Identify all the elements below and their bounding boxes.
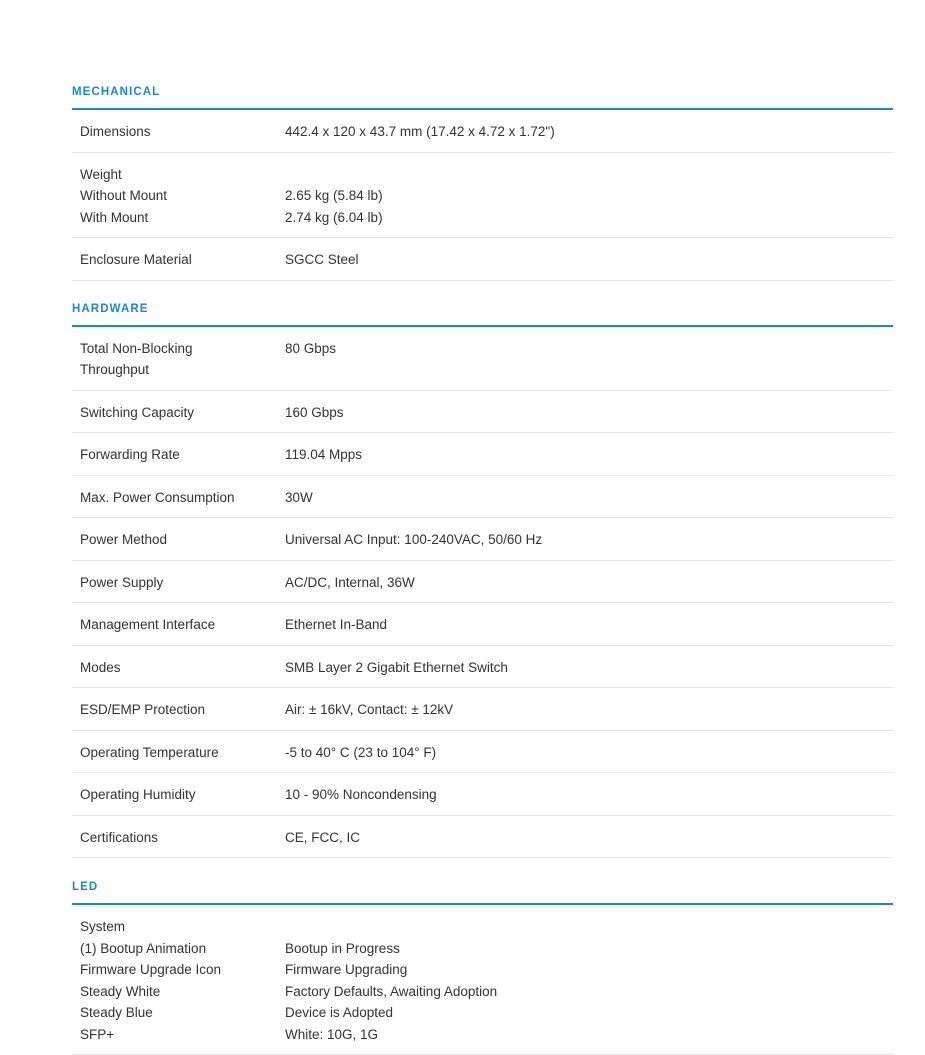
spec-value	[285, 699, 893, 721]
spec-value	[285, 916, 893, 1045]
spec-row-modes	[72, 646, 893, 689]
spec-label-text: Power Method	[80, 532, 168, 547]
spec-value	[285, 487, 893, 509]
spec-label	[72, 164, 285, 229]
spec-value-text: White: 10G, 1G	[285, 1026, 379, 1042]
spec-label-text: Certifications	[80, 829, 159, 845]
section-title-hardware: HARDWARE	[72, 301, 893, 327]
spec-row-operating-humidity	[72, 773, 893, 816]
spec-value	[285, 338, 893, 381]
spec-row-forwarding-rate	[72, 433, 893, 476]
spec-value	[285, 572, 893, 594]
spec-row-system-led	[72, 905, 893, 1055]
spec-value-text: Ethernet In-Band	[285, 617, 388, 632]
spec-label	[72, 121, 285, 143]
spec-value-text: 80 Gbps	[285, 340, 337, 356]
spec-label-text: ESD/EMP Protection	[80, 702, 206, 717]
spec-label	[72, 444, 285, 466]
spec-label	[72, 614, 285, 636]
spec-value-text: CE, FCC, IC	[285, 829, 361, 845]
spec-label-text: (1) Bootup Animation	[80, 940, 207, 956]
spec-row-enclosure-material	[72, 238, 893, 281]
spec-row-esd-emp	[72, 688, 893, 731]
spec-label-text: With Mount	[80, 209, 149, 225]
spec-table-led	[72, 905, 893, 1055]
spec-label-text: Enclosure Material	[80, 252, 192, 267]
spec-value-text: AC/DC, Internal, 36W	[285, 574, 415, 590]
spec-table-mechanical	[72, 110, 893, 281]
spec-label-text: Max. Power Consumption	[80, 489, 235, 505]
spec-row-dimensions	[72, 110, 893, 153]
spec-label-text: Without Mount	[80, 188, 168, 203]
spec-label-text: Operating Humidity	[80, 787, 196, 802]
spec-value-text: Universal AC Input: 100-240VAC, 50/60 Hz	[285, 532, 543, 547]
spec-value-text: SMB Layer 2 Gigabit Ethernet Switch	[285, 659, 508, 675]
spec-value-text: -5 to 40° C (23 to 104° F)	[285, 744, 437, 760]
section-title-mechanical: MECHANICAL	[72, 84, 893, 110]
spec-row-power-supply	[72, 561, 893, 604]
spec-value	[285, 614, 893, 636]
spec-sheet	[72, 84, 893, 1055]
spec-row-operating-temperature	[72, 731, 893, 774]
spec-value-text: Device is Adopted	[285, 1005, 394, 1020]
spec-label	[72, 572, 285, 594]
spec-label-text: Total Non-Blocking	[80, 340, 193, 356]
spec-label-text: SFP+	[80, 1026, 115, 1042]
spec-value-text: 119.04 Mpps	[285, 447, 363, 462]
spec-value-text	[285, 164, 893, 186]
spec-value	[285, 657, 893, 679]
spec-label	[72, 827, 285, 849]
spec-value-text: 442.4 x 120 x 43.7 mm (17.42 x 4.72 x 1.72")	[285, 124, 555, 139]
spec-label	[72, 657, 285, 679]
spec-row-max-power	[72, 476, 893, 519]
spec-value-text: 2.65 kg (5.84 lb)	[285, 188, 383, 203]
spec-value-text: 10 - 90% Noncondensing	[285, 787, 437, 802]
spec-value-text: Firmware Upgrading	[285, 962, 408, 977]
spec-value	[285, 742, 893, 764]
spec-label-text: Throughput	[80, 362, 150, 377]
spec-label-text: System	[80, 919, 126, 934]
spec-value	[285, 444, 893, 466]
spec-label-text: Switching Capacity	[80, 404, 195, 420]
spec-row-management-interface	[72, 603, 893, 646]
spec-value	[285, 164, 893, 229]
spec-value-text: Bootup in Progress	[285, 940, 400, 956]
spec-value	[285, 121, 893, 143]
spec-label	[72, 402, 285, 424]
spec-label-text: Dimensions	[80, 124, 151, 139]
spec-label-text: Operating Temperature	[80, 744, 219, 760]
spec-value	[285, 529, 893, 551]
spec-label-text: Management Interface	[80, 617, 216, 632]
spec-row-power-method	[72, 518, 893, 561]
spec-value	[285, 827, 893, 849]
spec-label	[72, 487, 285, 509]
spec-value	[285, 784, 893, 806]
spec-value-text	[285, 916, 893, 938]
spec-label-text: Power Supply	[80, 574, 164, 590]
spec-value-text: SGCC Steel	[285, 252, 359, 267]
spec-label-text: Forwarding Rate	[80, 447, 180, 462]
spec-value-text: Factory Defaults, Awaiting Adoption	[285, 983, 498, 999]
spec-value	[285, 249, 893, 271]
spec-label	[72, 784, 285, 806]
spec-value-text: 30W	[285, 489, 313, 505]
spec-value-text: 2.74 kg (6.04 lb)	[285, 209, 383, 225]
spec-label	[72, 916, 285, 1045]
spec-label-text: Steady Blue	[80, 1005, 153, 1020]
spec-label-text: Weight	[80, 166, 122, 182]
spec-label	[72, 742, 285, 764]
spec-value-text: 160 Gbps	[285, 404, 344, 420]
spec-value-text: Air: ± 16kV, Contact: ± 12kV	[285, 702, 454, 717]
spec-table-hardware	[72, 327, 893, 859]
spec-label	[72, 699, 285, 721]
section-led	[72, 879, 893, 1055]
spec-row-switching-capacity	[72, 391, 893, 434]
spec-row-certifications	[72, 816, 893, 859]
spec-row-throughput	[72, 327, 893, 391]
spec-label-text: Modes	[80, 659, 121, 675]
spec-label-text: Firmware Upgrade Icon	[80, 962, 222, 977]
spec-label	[72, 249, 285, 271]
spec-label	[72, 338, 285, 381]
section-mechanical	[72, 84, 893, 281]
spec-value	[285, 402, 893, 424]
section-title-led: LED	[72, 879, 893, 905]
spec-label	[72, 529, 285, 551]
spec-row-weight	[72, 153, 893, 239]
section-hardware	[72, 301, 893, 859]
spec-label-text: Steady White	[80, 983, 161, 999]
